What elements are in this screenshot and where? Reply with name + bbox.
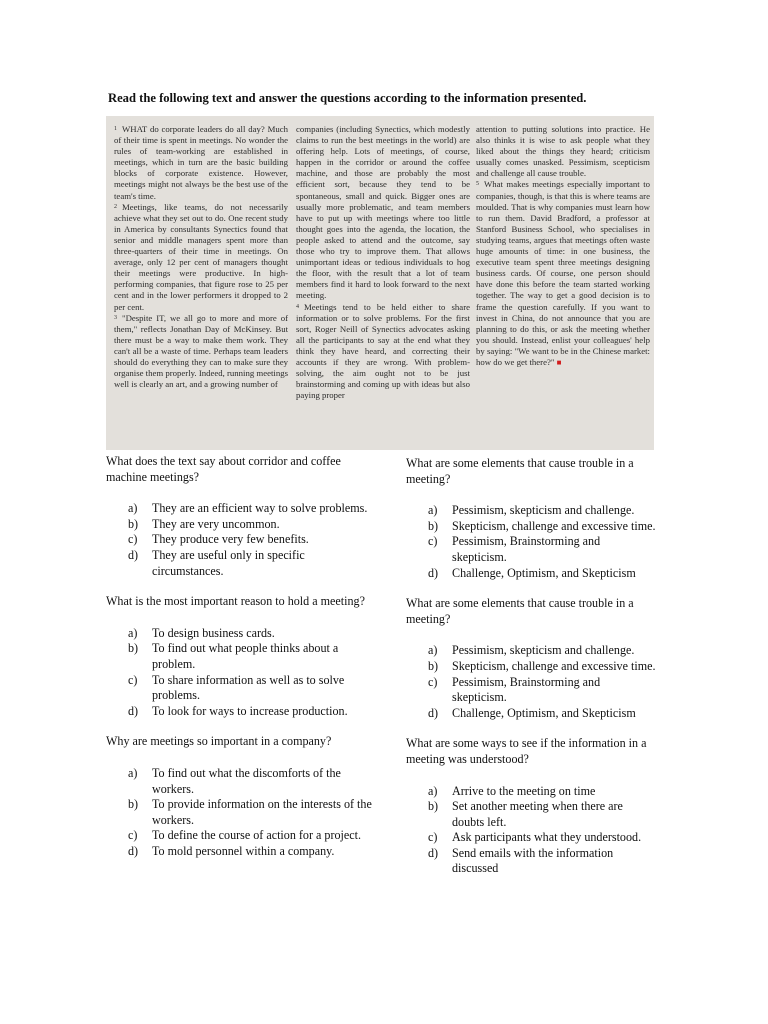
option-text: To design business cards. — [152, 625, 275, 640]
article-column-3 — [476, 124, 650, 368]
article-column-1 — [114, 124, 288, 390]
paragraph-number: 4 — [296, 303, 299, 310]
option-text: Pessimism, skepticism and challenge. — [452, 643, 635, 658]
answer-option[interactable] — [406, 534, 656, 565]
option-letter: c) — [428, 830, 438, 845]
paragraph-text: Meetings tend to be held either to share information or to solve problems. For the first sort, Roger Neill of Synectics advocates asking all the participants to say at the end what they think they have heard, and correcting their accounts if they are wrong. With problem-solving, the aim ought not to be just brainstorming and coming up with ideas but also paying proper — [296, 301, 470, 401]
answer-option[interactable] — [106, 673, 376, 704]
option-text: Challenge, Optimism, and Skepticism — [452, 705, 636, 720]
option-text: They produce very few benefits. — [152, 532, 309, 547]
right-question-column — [406, 456, 656, 892]
option-letter: d) — [428, 845, 439, 860]
option-text: To mold personnel within a company. — [152, 843, 335, 858]
question-text: What are some ways to see if the information in a meeting was understood? — [406, 736, 647, 766]
option-text: Pessimism, Brainstorming and skepticism. — [452, 674, 601, 705]
answer-option[interactable] — [106, 828, 376, 844]
question-text: What is the most important reason to hold a meeting? — [106, 594, 365, 609]
answer-option[interactable] — [406, 784, 656, 800]
option-text: Ask participants what they understood. — [452, 830, 642, 845]
option-letter: b) — [428, 518, 439, 533]
paragraph-text: Meetings, like teams, do not necessarily achieve what they set out to do. One recent study in America by consultants Synectics found that senior and middle managers spent more than three-quarters of their time in meetings. On average, only 12 per cent of managers thought their meetings were productive. In high-performing companies, that figure rose to 25 per cent and in the lower performers it dropped to 2 per cent. — [114, 201, 288, 312]
answer-option[interactable] — [106, 626, 376, 642]
option-letter: a) — [128, 625, 138, 640]
article-paragraph — [114, 124, 288, 202]
answer-option[interactable] — [406, 706, 656, 722]
option-letter: d) — [128, 843, 139, 858]
option-letter: b) — [128, 516, 139, 531]
option-text: To look for ways to increase production. — [152, 703, 348, 718]
answer-option[interactable] — [106, 766, 376, 797]
article-paragraph — [476, 124, 650, 179]
paragraph-text: attention to putting solutions into practice. He also thinks it is wise to ask people what they liked about the things they heard; criticism usually comes unasked. Pessimism, scepticism and challenge all cause trouble. — [476, 124, 650, 179]
option-list — [406, 784, 656, 878]
paragraph-text: "Despite IT, we all go to more and more of them," reflects Jonathan Day of McKinsey. But there must be a way to make them work. They can't all be a waste of time. Perhaps team leaders should do everything they can to make sure they organise them properly. Indeed, running meetings well is clearly an art, and a growing number of — [114, 312, 288, 390]
answer-option[interactable] — [406, 566, 656, 582]
option-letter: a) — [428, 783, 438, 798]
option-list — [106, 766, 376, 860]
option-list — [106, 501, 376, 579]
answer-option[interactable] — [106, 797, 376, 828]
page-heading: Read the following text and answer the questions according to the information presented. — [108, 91, 587, 105]
option-letter: d) — [128, 703, 139, 718]
paragraph-number: 2 — [114, 203, 117, 210]
article-paragraph — [476, 179, 650, 368]
answer-option[interactable] — [106, 844, 376, 860]
answer-option[interactable] — [106, 501, 376, 517]
paragraph-text: WHAT do corporate leaders do all day? Much of their time is spent in meetings. No wonder the rules of team-working are established in meetings, which in turn are the basic building blocks of corporate existence. However, meetings might not always be the best use of the team's time. — [114, 124, 288, 201]
option-letter: d) — [428, 705, 439, 720]
article-column-2 — [296, 124, 470, 401]
option-text: Set another meeting when there are doubts left. — [452, 799, 623, 829]
option-letter: c) — [428, 674, 438, 689]
answer-option[interactable] — [106, 517, 376, 533]
option-text: To find out what people thinks about a problem. — [152, 641, 339, 671]
end-of-article-mark: ■ — [556, 357, 562, 367]
answer-option[interactable] — [406, 675, 656, 706]
answer-option[interactable] — [106, 532, 376, 548]
option-text: Skepticism, challenge and excessive time. — [452, 518, 656, 533]
article-scan — [106, 116, 654, 450]
option-text: They are useful only in specific circumstances. — [152, 547, 305, 578]
article-paragraph — [114, 202, 288, 313]
option-letter: c) — [128, 672, 138, 687]
option-letter: b) — [128, 797, 139, 812]
option-letter: a) — [428, 643, 438, 658]
option-list — [406, 643, 656, 721]
option-letter: a) — [128, 765, 138, 780]
option-letter: c) — [128, 828, 138, 843]
option-text: They are an efficient way to solve problems. — [152, 501, 368, 516]
answer-option[interactable] — [106, 548, 376, 579]
option-text: Pessimism, Brainstorming and skepticism. — [452, 534, 601, 564]
option-text: To find out what the discomforts of the workers. — [152, 765, 341, 796]
paragraph-text: companies (including Synectics, which modestly claims to run the best meetings in the world) are offering help. Lots of meetings, of course, happen in the corridor or around the coffee machine, and those are probably the most efficient sort, because they tend to be spontaneous, small and quick. Bigger ones are usually more problematic, and team members have to put up with meetings where too little thought goes into the agenda, the location, the people asked to attend and the outcome, say those who try to improve them. That allows unimportant ideas or tedious individuals to hog the floor, with the result that a lot of team members find it hard to look forward to the next meeting. — [296, 124, 470, 301]
answer-option[interactable] — [406, 643, 656, 659]
option-text: Challenge, Optimism, and Skepticism — [452, 565, 636, 580]
answer-option[interactable] — [406, 846, 656, 877]
answer-option[interactable] — [406, 659, 656, 675]
option-letter: b) — [428, 799, 439, 814]
option-letter: c) — [128, 532, 138, 547]
option-list — [406, 503, 656, 581]
option-text: Arrive to the meeting on time — [452, 783, 596, 798]
question-text: Why are meetings so important in a company? — [106, 734, 332, 749]
option-text: Pessimism, skepticism and challenge. — [452, 503, 635, 518]
option-text: To define the course of action for a project. — [152, 828, 362, 843]
question-text: What are some elements that cause trouble in a meeting? — [406, 456, 634, 486]
option-letter: a) — [428, 503, 438, 518]
option-letter: b) — [428, 658, 439, 673]
paragraph-number: 1 — [114, 126, 117, 132]
paragraph-number: 3 — [114, 314, 117, 321]
option-text: They are very uncommon. — [152, 516, 280, 531]
article-paragraph — [114, 313, 288, 391]
question-text: What does the text say about corridor and coffee machine meetings? — [106, 454, 341, 484]
option-text: To provide information on the interests of the workers. — [152, 797, 372, 827]
paragraph-number: 5 — [476, 181, 479, 188]
option-text: Send emails with the information discussed — [452, 845, 614, 876]
answer-option[interactable] — [406, 830, 656, 846]
option-letter: d) — [428, 565, 439, 580]
answer-option[interactable] — [106, 704, 376, 720]
question-text: What are some elements that cause trouble in a meeting? — [406, 596, 634, 626]
answer-option[interactable] — [406, 503, 656, 519]
option-text: Skepticism, challenge and excessive time. — [452, 658, 656, 673]
article-paragraph — [296, 124, 470, 302]
article-paragraph — [296, 302, 470, 402]
answer-option[interactable] — [406, 519, 656, 535]
option-letter: b) — [128, 641, 139, 656]
left-question-column — [106, 454, 376, 874]
option-letter: c) — [428, 534, 438, 549]
paragraph-text: What makes meetings especially important to companies, though, is that this is where teams are moulded. That is why companies must learn how to run them. David Bradford, a professor at Stanford Business School, who specialises in studying teams, argues that meetings often waste huge amounts of time: in one business, the executive team spent three meetings designing business cards. Of course, one person should have done this before the team started working together. The way to get a good decision is to frame the question carefully. If you want to invest in China, do not announce that you are planning to do this, or ask the meeting whether you should. Instead, enlist your colleagues' help by saying: "We want to be in the Chinese market: how do we get there?" — [476, 179, 650, 367]
option-list — [106, 626, 376, 720]
option-letter: a) — [128, 501, 138, 516]
option-letter: d) — [128, 547, 139, 562]
answer-option[interactable] — [106, 641, 376, 672]
answer-option[interactable] — [406, 799, 656, 830]
option-text: To share information as well as to solve problems. — [152, 672, 345, 703]
